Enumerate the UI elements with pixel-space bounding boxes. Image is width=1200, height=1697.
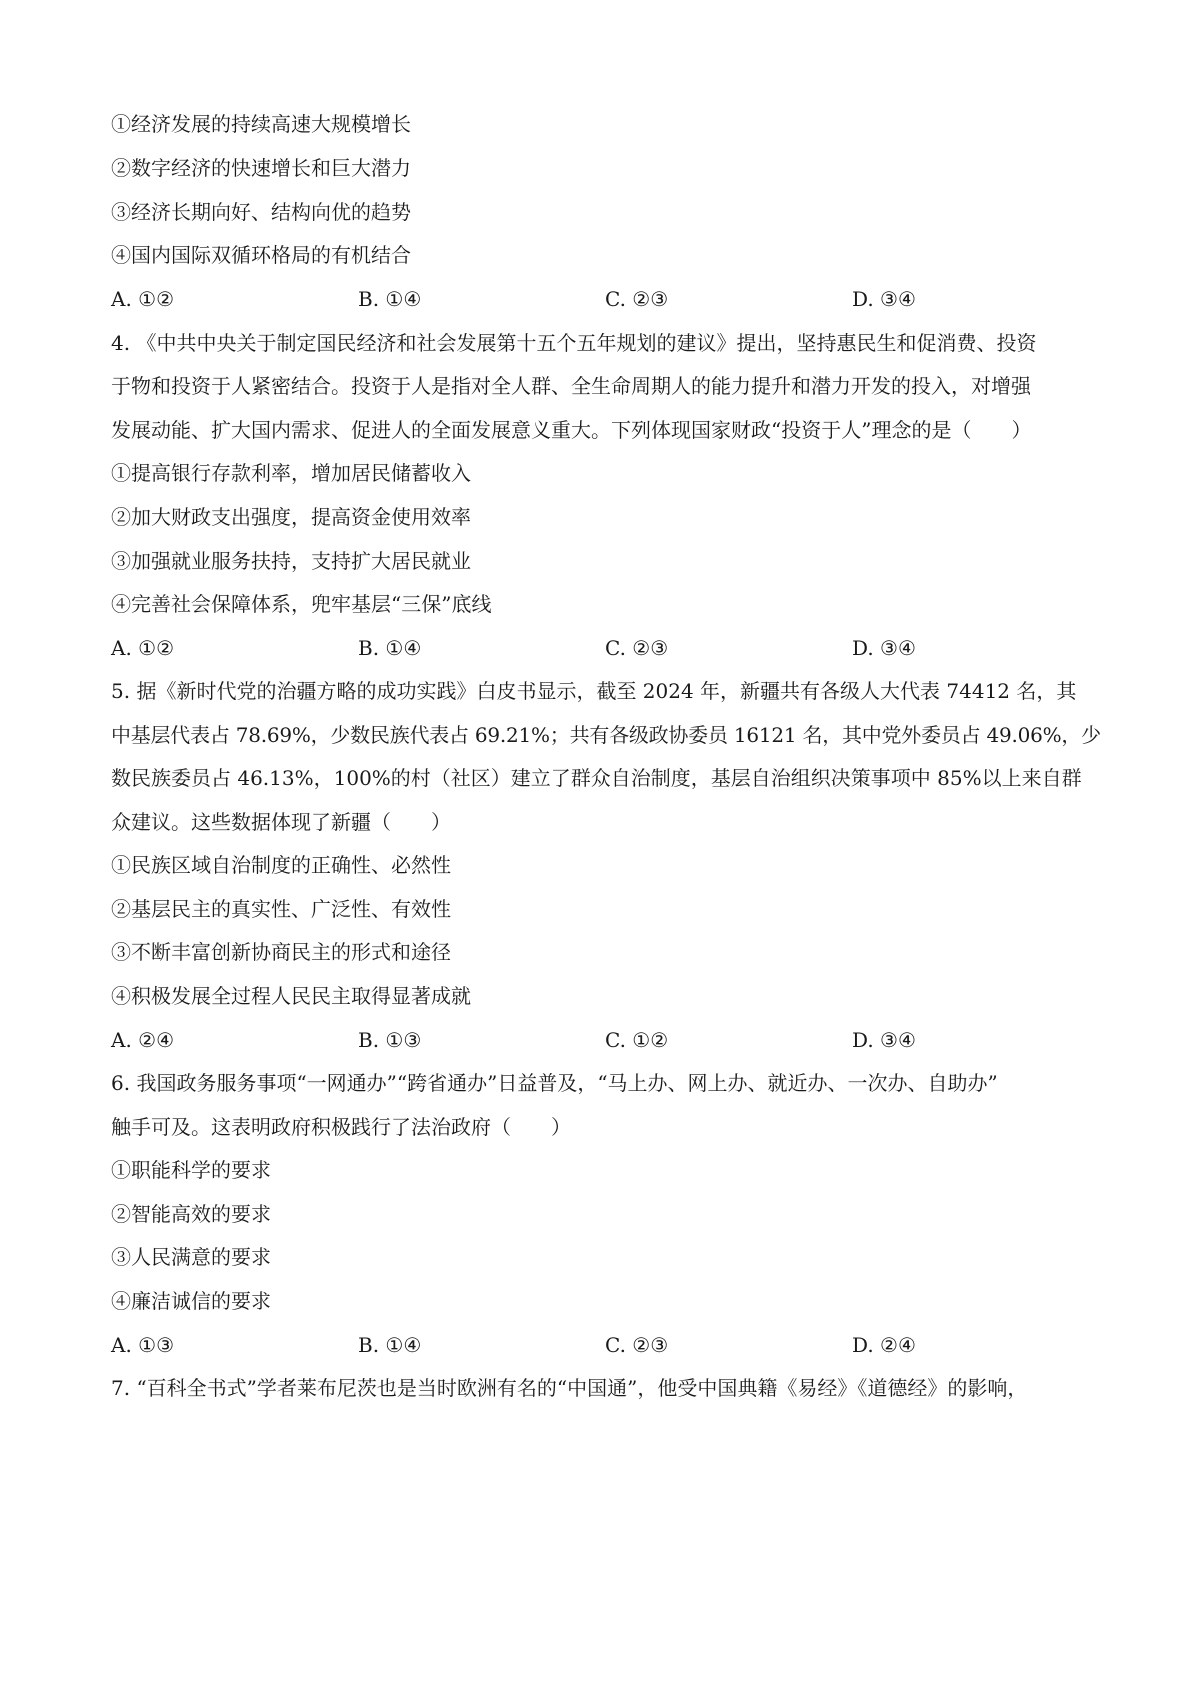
q3-statement-1: ①经济发展的持续高速大规模增长 (111, 112, 411, 136)
q5-stem-line-2: 中基层代表占 78.69%，少数民族代表占 69.21%；共有各级政协委员 16121 名，其中党外委员占 49.06%，少 (111, 723, 1101, 747)
q4-option-d: D. ③④ (852, 636, 916, 660)
q6-option-a: A. ①③ (111, 1333, 175, 1357)
q3-option-c: C. ②③ (605, 287, 669, 311)
q4-options (111, 636, 1101, 660)
q6-option-c: C. ②③ (605, 1333, 669, 1357)
q3-option-b: B. ①④ (358, 287, 422, 311)
q5-statement-1: ①民族区域自治制度的正确性、必然性 (111, 853, 451, 877)
q5-stem-line-4: 众建议。这些数据体现了新疆（ ） (111, 810, 451, 834)
q4-stem-line-2: 于物和投资于人紧密结合。投资于人是指对全人群、全生命周期人的能力提升和潜力开发的投入，对增强 (111, 374, 1031, 398)
q6-statement-1: ①职能科学的要求 (111, 1158, 271, 1182)
q6-statement-4: ④廉洁诚信的要求 (111, 1289, 271, 1313)
q5-option-b: B. ①③ (358, 1028, 422, 1052)
q3-option-a: A. ①② (111, 287, 175, 311)
q6-statement-2: ②智能高效的要求 (111, 1202, 271, 1226)
q5-options (111, 1028, 1101, 1052)
q5-stem-line-1: 5. 据《新时代党的治疆方略的成功实践》白皮书显示，截至 2024 年，新疆共有各级人大代表 74412 名，其 (111, 679, 1077, 703)
q4-option-b: B. ①④ (358, 636, 422, 660)
q3-statement-4: ④国内国际双循环格局的有机结合 (111, 243, 411, 267)
q4-option-a: A. ①② (111, 636, 175, 660)
q6-stem-line-2: 触手可及。这表明政府积极践行了法治政府（ ） (111, 1115, 571, 1139)
q5-statement-3: ③不断丰富创新协商民主的形式和途径 (111, 940, 451, 964)
q5-stem-line-3: 数民族委员占 46.13%，100%的村（社区）建立了群众自治制度，基层自治组织决策事项中 85%以上来自群 (111, 766, 1082, 790)
q5-statement-2: ②基层民主的真实性、广泛性、有效性 (111, 897, 451, 921)
q3-statement-2: ②数字经济的快速增长和巨大潜力 (111, 156, 411, 180)
q4-stem-line-3: 发展动能、扩大国内需求、促进人的全面发展意义重大。下列体现国家财政“投资于人”理念的是（ ） (111, 418, 1032, 442)
q5-option-c: C. ①② (605, 1028, 669, 1052)
q7-stem-line-1: 7. “百科全书式”学者莱布尼茨也是当时欧洲有名的“中国通”，他受中国典籍《易经》《道德经》的影响， (111, 1376, 1028, 1400)
q3-statement-3: ③经济长期向好、结构向优的趋势 (111, 200, 411, 224)
q4-statement-3: ③加强就业服务扶持，支持扩大居民就业 (111, 549, 471, 573)
q6-option-b: B. ①④ (358, 1333, 422, 1357)
q4-statement-4: ④完善社会保障体系，兜牢基层“三保”底线 (111, 592, 492, 616)
q5-statement-4: ④积极发展全过程人民民主取得显著成就 (111, 984, 471, 1008)
q6-stem-line-1: 6. 我国政务服务事项“一网通办”“跨省通办”日益普及，“马上办、网上办、就近办、一次办、自助办” (111, 1071, 998, 1095)
q4-option-c: C. ②③ (605, 636, 669, 660)
q4-statement-2: ②加大财政支出强度，提高资金使用效率 (111, 505, 471, 529)
q3-option-d: D. ③④ (852, 287, 916, 311)
q5-option-a: A. ②④ (111, 1028, 175, 1052)
q6-statement-3: ③人民满意的要求 (111, 1245, 271, 1269)
q4-stem-line-1: 4. 《中共中央关于制定国民经济和社会发展第十五个五年规划的建议》提出，坚持惠民生和促消费、投资 (111, 331, 1037, 355)
q3-options (111, 287, 1101, 311)
q5-option-d: D. ③④ (852, 1028, 916, 1052)
q6-option-d: D. ②④ (852, 1333, 916, 1357)
q4-statement-1: ①提高银行存款利率，增加居民储蓄收入 (111, 461, 471, 485)
q6-options (111, 1333, 1101, 1357)
